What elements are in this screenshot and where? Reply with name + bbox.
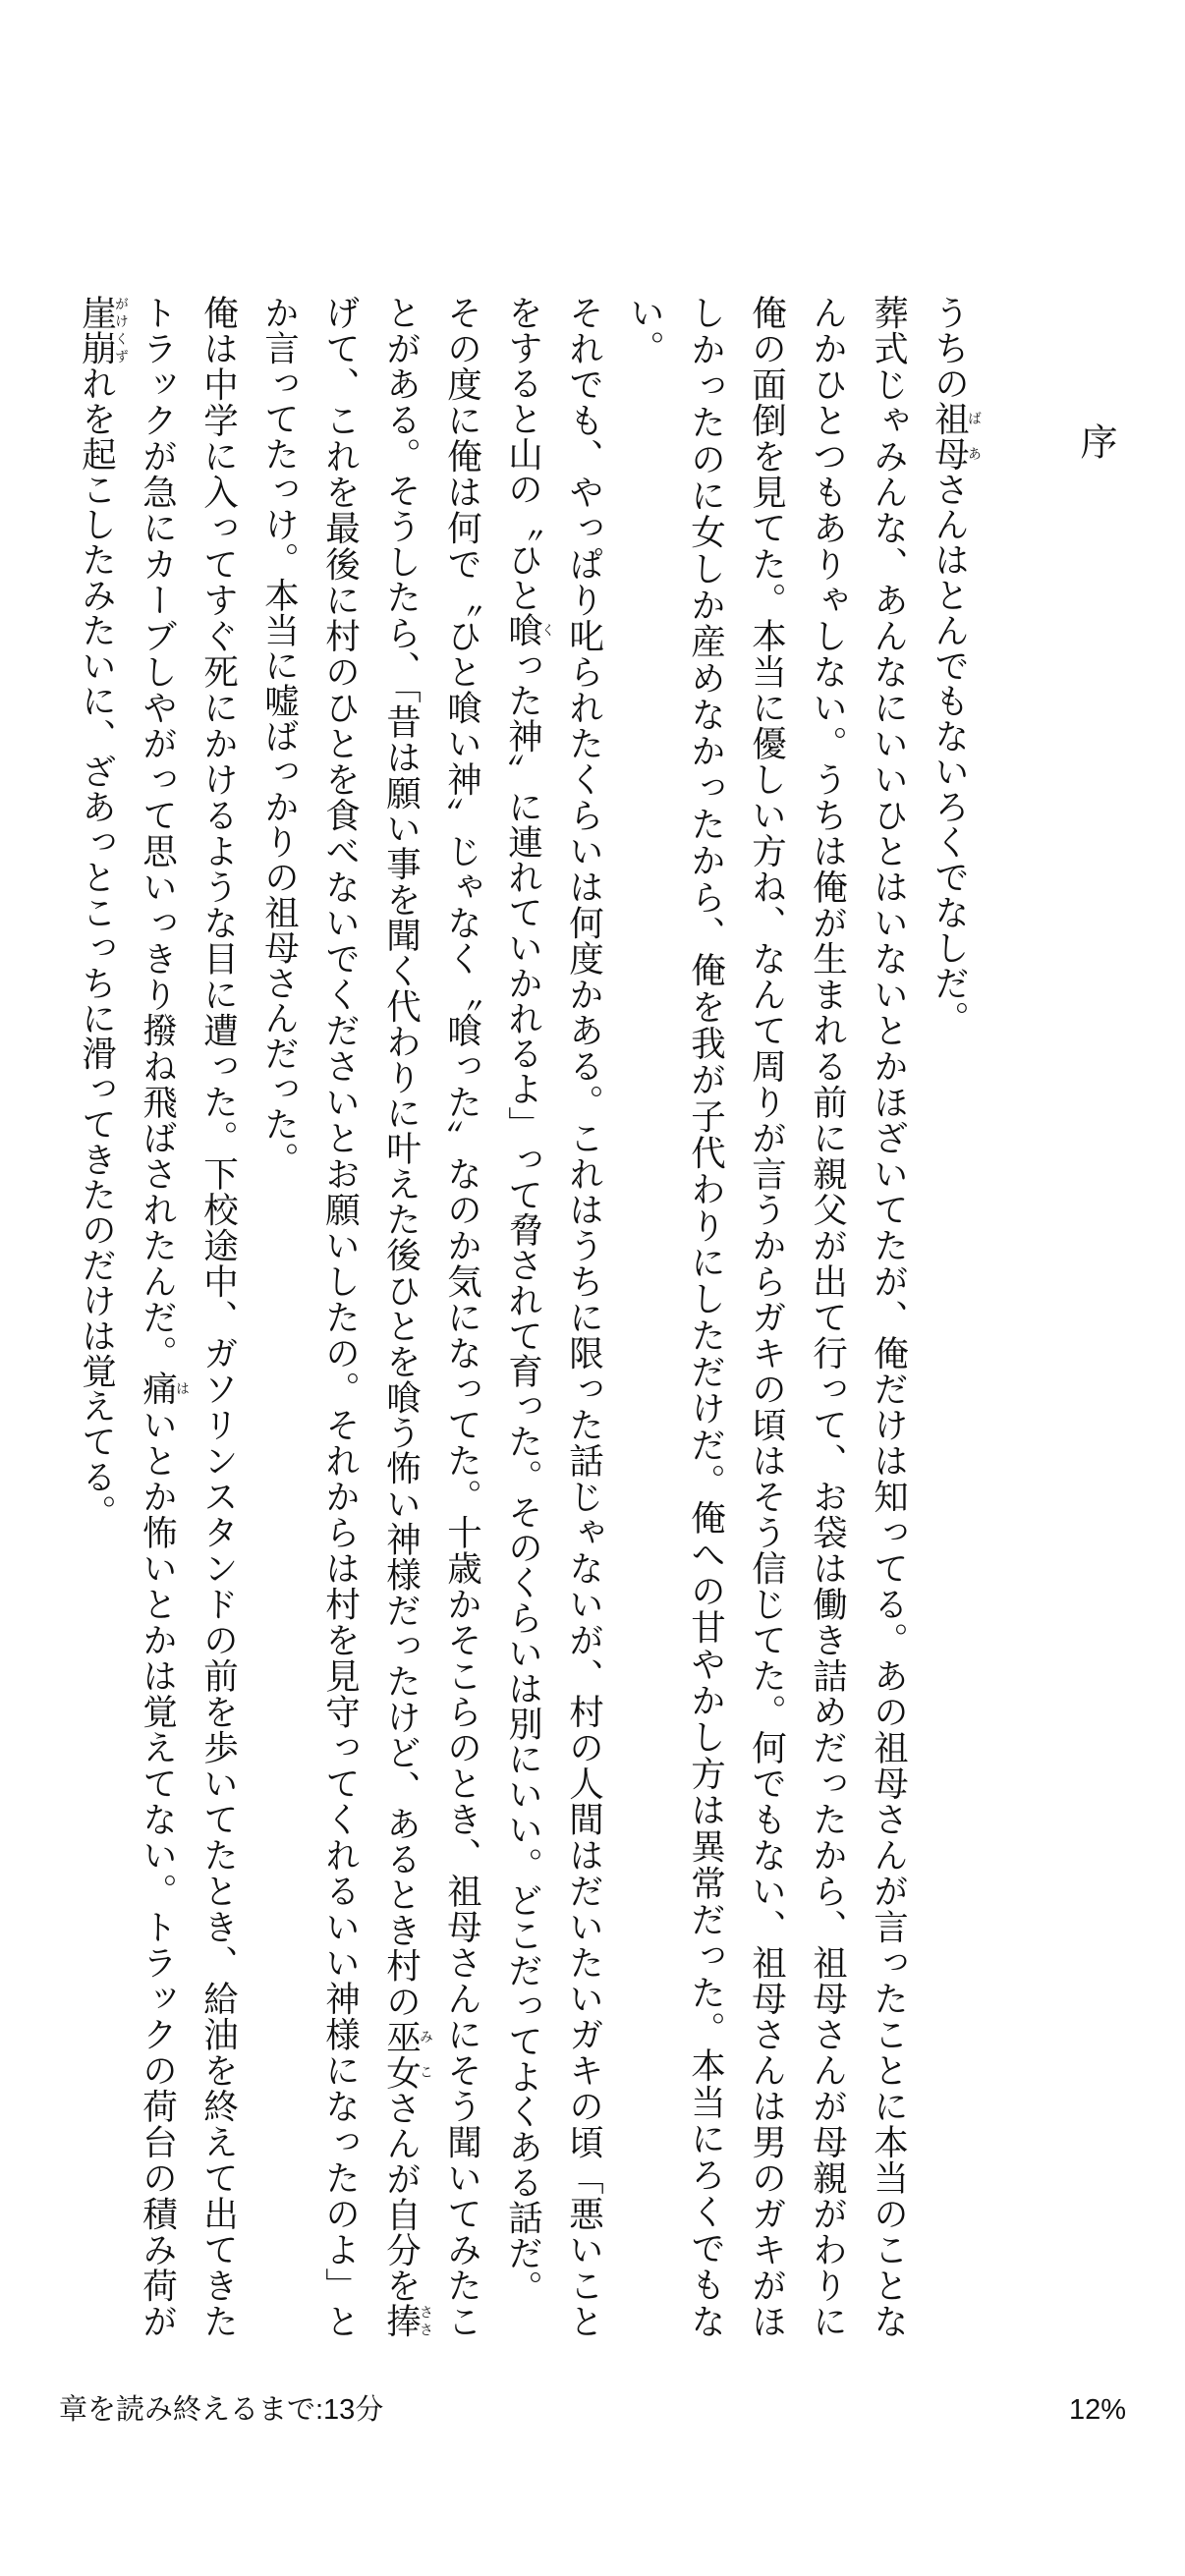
- furigana: 巫女みこ: [380, 2018, 433, 2091]
- furigana: 痛は: [137, 1371, 190, 1407]
- paragraph: それでも、やっぱり叱られたくらいは何度かある。これはうちに限った話じゃないが、村の人間はだいたいガキの頃「悪いことをすると山の〝ひと喰くった神〟に連れていかれるよ」って脅されて育った。そのくらいは別にいい。どこだってよくある話だ。: [502, 295, 604, 2338]
- chapter-title: 序: [1074, 422, 1117, 460]
- reader-footer: [0, 2380, 1185, 2438]
- time-remaining-label: 章を読み終えるまで:13分: [59, 2394, 384, 2426]
- paragraph: うちの祖母ばあさんはとんでもないろくでなしだ。: [929, 295, 982, 1036]
- progress-percent: 12%: [1068, 2394, 1126, 2426]
- book-text: [45, 295, 1126, 2338]
- furigana: 崖崩がけくず: [76, 295, 129, 365]
- paragraph: 俺は中学に入ってすぐ死にかけるような目に遭った。下校途中、ガソリンスタンドの前を歩いてたとき、給油を終えて出てきたトラックが急にカーブしやがって思いっきり撥ね飛ばされたんだ。痛はいとか怖いとかは覚えてない。トラックの荷台の積み荷が崖崩がけくずれを起こしたみたいに、ざあっとこっちに滑ってきたのだけは覚えてる。: [76, 295, 239, 2338]
- paragraph: その度に俺は何で〝ひと喰い神〟じゃなく〝喰った〟なのか気になってた。十歳かそこらのとき、祖母さんにそう聞いてみたことがある。そうしたら、「昔は願い事を聞く代わりに叶えた後ひとを喰う怖い神様だったけど、あるとき村の巫女みこさんが自分を捧ささげて、これを最後に村のひとを食べないでくださいとお願いしたの。それからは村を見守ってくれるいい神様になったのよ」とか言ってたっけ。本当に嘘ばっかりの祖母さんだった。: [258, 295, 482, 2338]
- furigana: 喰く: [502, 612, 555, 648]
- furigana: 捧ささ: [380, 2303, 433, 2338]
- paragraph: 葬式じゃみんな、あんなにいいひとはいないとかほざいてたが、俺だけは知ってる。あの祖母さんが言ったことに本当のことなんかひとつもありゃしない。うちは俺が生まれる前に親父が出て行って、お袋は働き詰めだったから、祖母さんが母親がわりに俺の面倒を見てた。本当に優しい方ね、なんて周りが言うからガキの頃はそう信じてた。何でもない、祖母さんは男のガキがほしかったのに女しか産めなかったから、俺を我が子代わりにしただけだ。俺への甘やかし方は異常だった。本当にろくでもない。: [624, 295, 909, 2338]
- furigana: 祖母ばあ: [929, 400, 982, 472]
